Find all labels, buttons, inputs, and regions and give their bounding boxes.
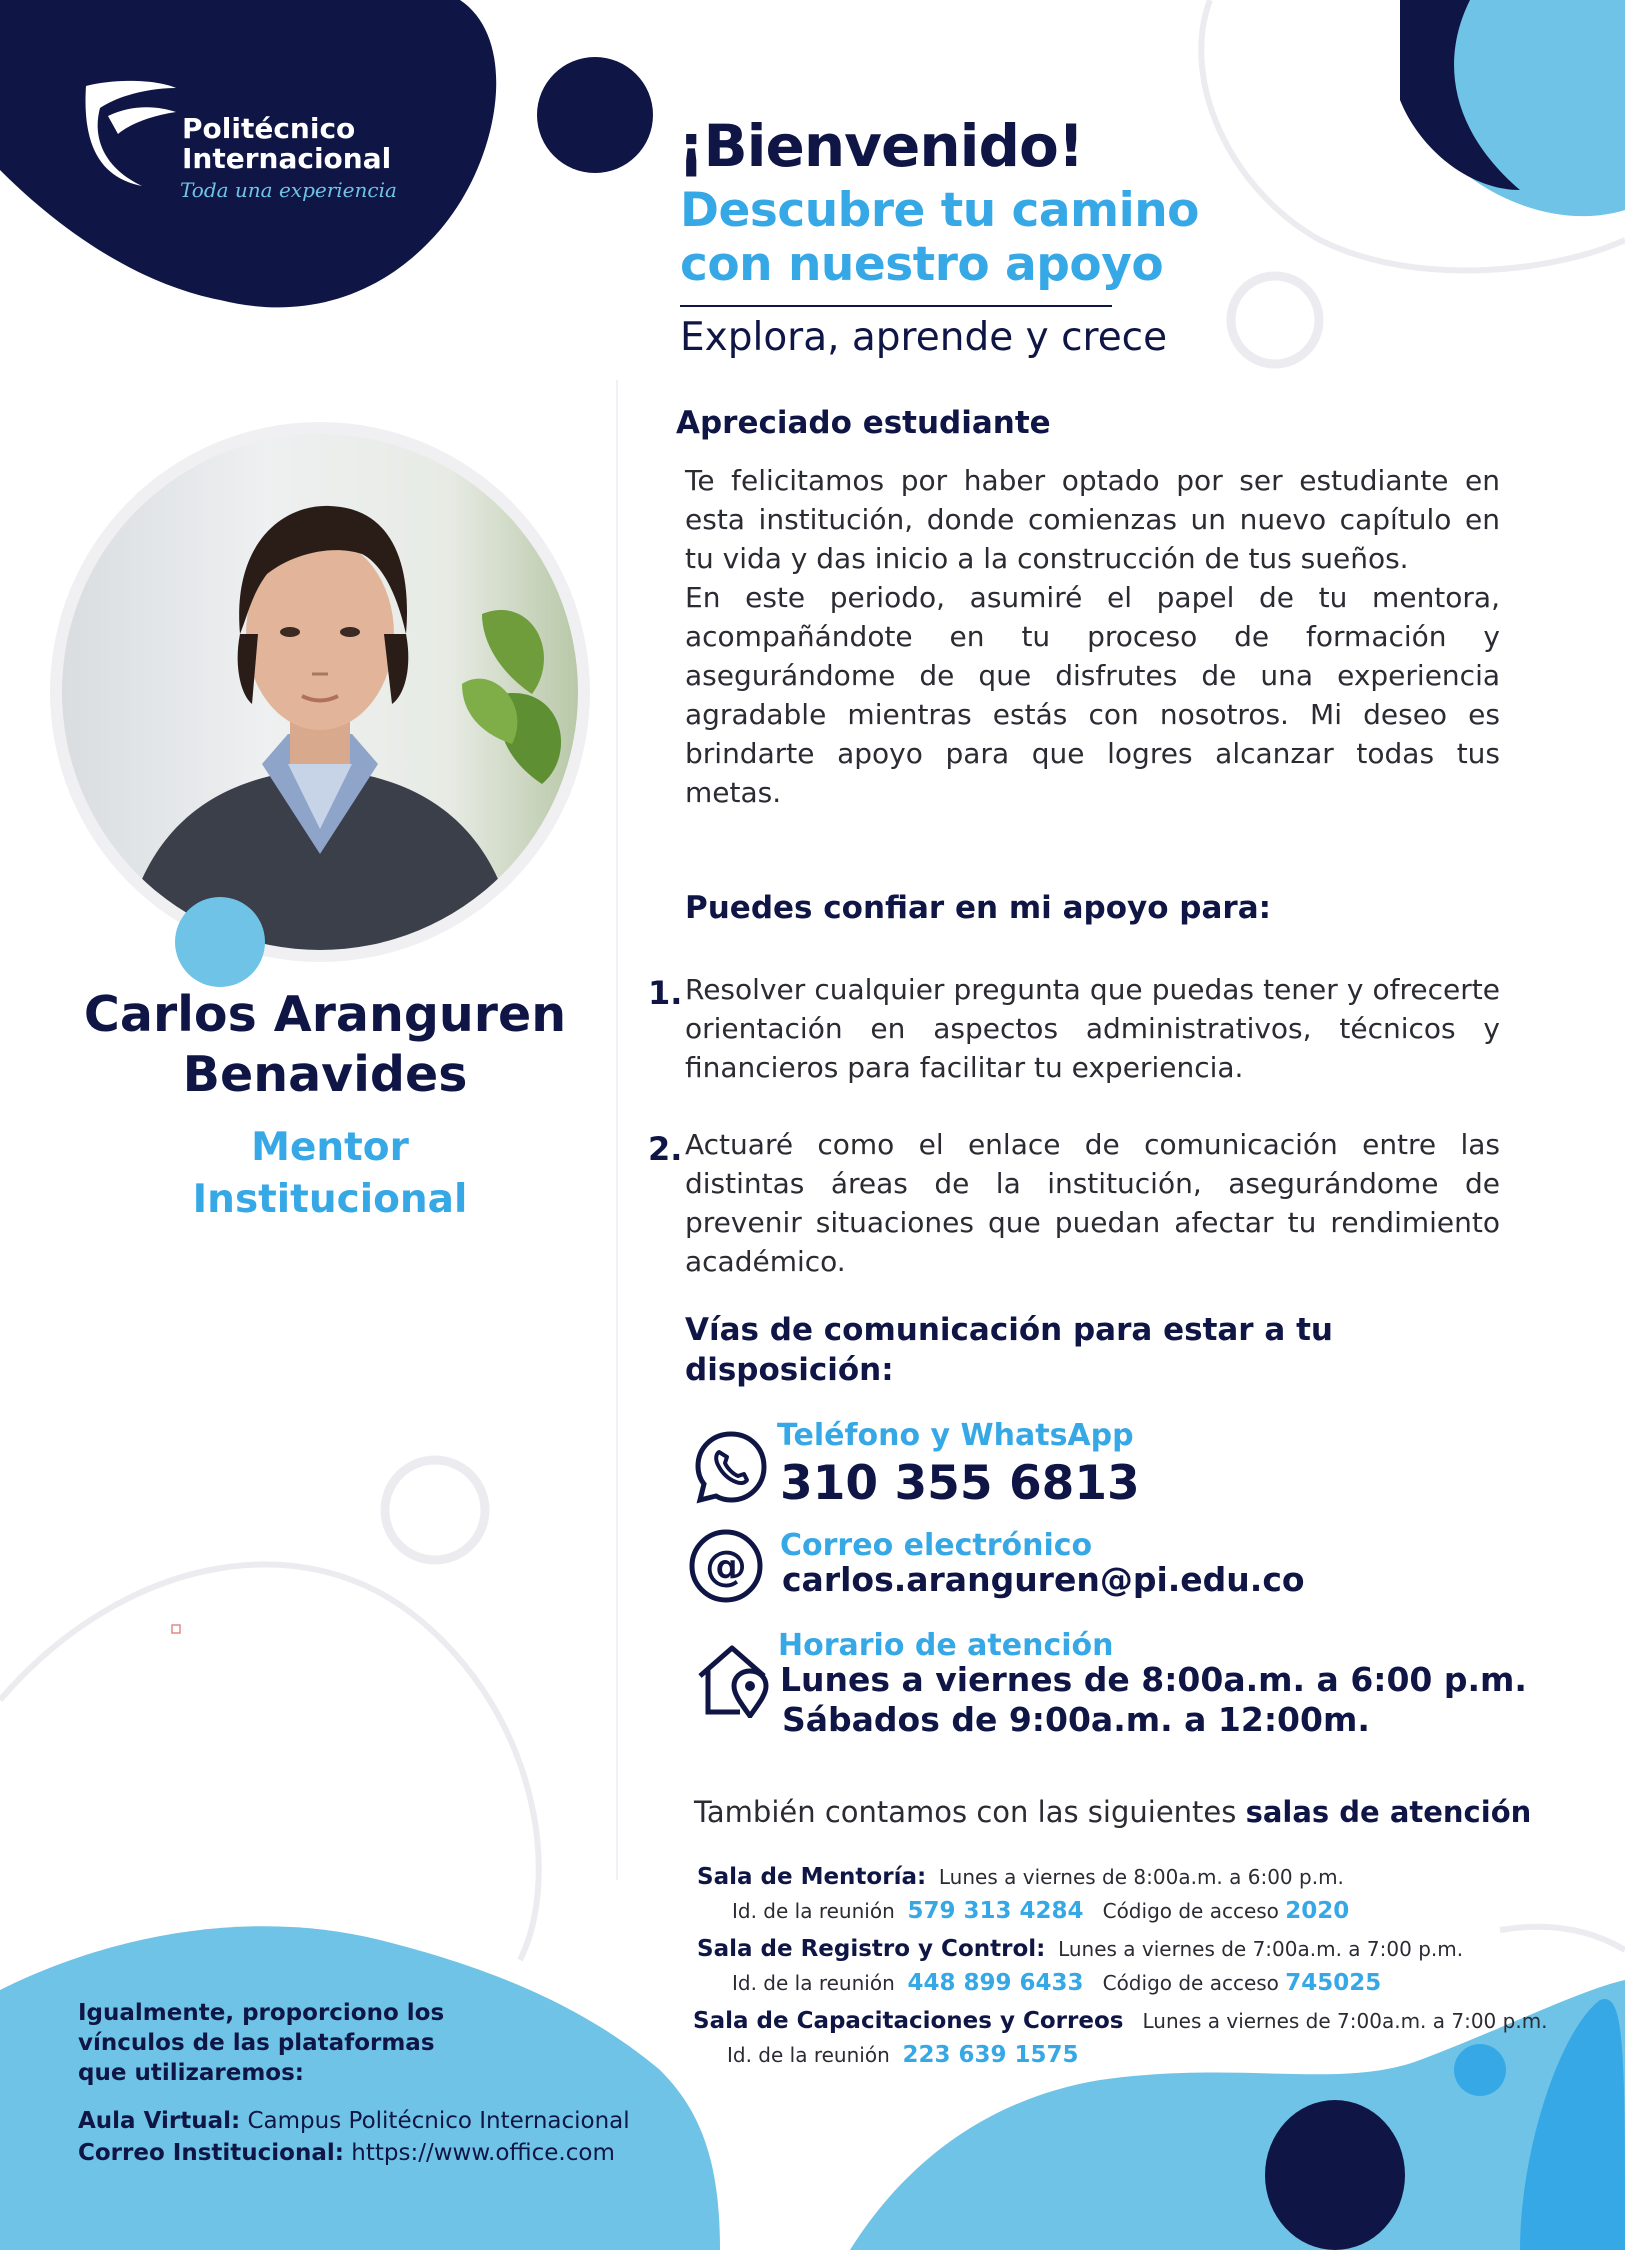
header-tagline: Explora, aprende y crece	[680, 315, 1168, 360]
room-3-meeting-label: Id. de la reunión	[727, 2043, 890, 2067]
photo-accent-dot	[175, 897, 265, 987]
platforms-intro-line3: que utilizaremos:	[78, 2060, 304, 2086]
platform-1-label: Aula Virtual:	[78, 2108, 241, 2134]
room-1-meeting-id[interactable]: 579 313 4284	[907, 1898, 1084, 1924]
mentor-photo	[50, 422, 590, 962]
home-location-icon	[694, 1640, 774, 1718]
logo-name-line2: Internacional	[182, 142, 392, 175]
platforms-intro-line2: vínculos de las plataformas	[78, 2030, 435, 2056]
room-3-header	[693, 2008, 1548, 2034]
room-1-meeting-label: Id. de la reunión	[732, 1899, 895, 1923]
subtitle-line2: con nuestro apoyo	[680, 237, 1164, 292]
room-2-meeting-id[interactable]: 448 899 6433	[907, 1970, 1084, 1996]
contact-title-line2: disposición:	[685, 1352, 894, 1388]
room-1-header	[697, 1864, 1344, 1890]
mentor-role-line1: Mentor	[251, 1125, 409, 1170]
welcome-heading: ¡Bienvenido!	[678, 112, 1084, 180]
phone-number[interactable]: 310 355 6813	[780, 1456, 1140, 1511]
intro-title: Apreciado estudiante	[676, 405, 1051, 441]
room-2-details	[732, 1970, 1381, 1996]
person-photo-icon	[62, 434, 578, 950]
logo-swoosh-icon	[78, 78, 178, 188]
at-icon	[688, 1528, 764, 1604]
room-2-header	[697, 1936, 1463, 1962]
room-3-schedule: Lunes a viernes de 7:00a.m. a 7:00 p.m.	[1142, 2009, 1548, 2033]
platform-2-label: Correo Institucional:	[78, 2140, 344, 2166]
room-1-access-code[interactable]: 2020	[1285, 1898, 1350, 1924]
mentor-name-line1: Carlos Aranguren	[83, 986, 567, 1043]
support-title: Puedes confiar en mi apoyo para:	[685, 890, 1272, 926]
platform-item-1[interactable]	[78, 2106, 630, 2136]
room-1-code-label: Código de acceso	[1102, 1899, 1279, 1923]
platforms-intro-line1: Igualmente, proporciono los	[78, 2000, 445, 2026]
room-1-schedule: Lunes a viernes de 8:00a.m. a 6:00 p.m.	[938, 1865, 1344, 1889]
support-item-2-text: Actuaré como el enlace de comunicación entre las distintas áreas de la institución, asegurándome de prevenir situaciones que puedan afectar tu rendimiento académico.	[685, 1128, 1500, 1278]
rooms-intro-bold: salas de atención	[1245, 1795, 1532, 1829]
platforms-intro	[78, 1998, 444, 2088]
mentor-name-line2: Benavides	[182, 1046, 468, 1103]
room-1-name: Sala de Mentoría:	[697, 1864, 927, 1890]
support-item-1-text: Resolver cualquier pregunta que puedas tener y ofrecerte orientación en aspectos administrativos, técnicos y financieros para facilitar tu experiencia.	[685, 973, 1500, 1084]
room-3-meeting-id[interactable]: 223 639 1575	[902, 2042, 1079, 2068]
room-2-access-code[interactable]: 745025	[1285, 1970, 1382, 1996]
intro-paragraph-1: Te felicitamos por haber optado por ser estudiante en esta institución, donde comienzas un nuevo capítulo en tu vida y das inicio a la construcción de tus sueños.	[685, 464, 1500, 575]
room-3-details	[727, 2042, 1079, 2068]
email-address[interactable]: carlos.aranguren@pi.edu.co	[782, 1560, 1305, 1599]
platform-item-2[interactable]	[78, 2138, 615, 2168]
contact-title-line1: Vías de comunicación para estar a tu	[685, 1312, 1333, 1348]
subtitle-line1: Descubre tu camino	[680, 183, 1199, 238]
hours-label: Horario de atención	[778, 1628, 1114, 1663]
email-label: Correo electrónico	[780, 1528, 1093, 1563]
svg-text:@: @	[705, 1541, 747, 1590]
room-2-code-label: Código de acceso	[1102, 1971, 1279, 1995]
phone-label: Teléfono y WhatsApp	[777, 1418, 1134, 1453]
support-item-2-number: 2.	[648, 1130, 683, 1168]
room-2-schedule: Lunes a viernes de 7:00a.m. a 7:00 p.m.	[1058, 1937, 1464, 1961]
support-item-1-number: 1.	[648, 974, 683, 1012]
logo	[78, 78, 398, 218]
hours-saturday: Sábados de 9:00a.m. a 12:00m.	[782, 1700, 1370, 1739]
room-2-name: Sala de Registro y Control:	[697, 1936, 1046, 1962]
platform-2-value[interactable]: https://www.office.com	[343, 2140, 615, 2166]
hours-weekdays: Lunes a viernes de 8:00a.m. a 6:00 p.m.	[780, 1660, 1527, 1699]
platform-1-value[interactable]: Campus Politécnico Internacional	[240, 2108, 630, 2134]
rooms-intro	[694, 1795, 1531, 1829]
mentor-role-line2: Institucional	[192, 1177, 468, 1222]
rooms-intro-text: También contamos con las siguientes	[694, 1795, 1246, 1829]
room-3-name: Sala de Capacitaciones y Correos	[693, 2008, 1124, 2034]
intro-paragraph-2: En este periodo, asumiré el papel de tu mentora, acompañándote en tu proceso de formación y asegurándome de que disfrutes de una experiencia agradable mientras estás con nosotros. Mi deseo es brindarte apoyo para que logres alcanzar todas tus metas.	[685, 581, 1500, 809]
logo-tagline: Toda una experiencia	[180, 178, 397, 202]
logo-name-line1: Politécnico	[182, 112, 356, 145]
whatsapp-icon	[694, 1430, 768, 1504]
header-divider	[680, 305, 1112, 307]
room-1-details	[732, 1898, 1349, 1924]
room-2-meeting-label: Id. de la reunión	[732, 1971, 895, 1995]
